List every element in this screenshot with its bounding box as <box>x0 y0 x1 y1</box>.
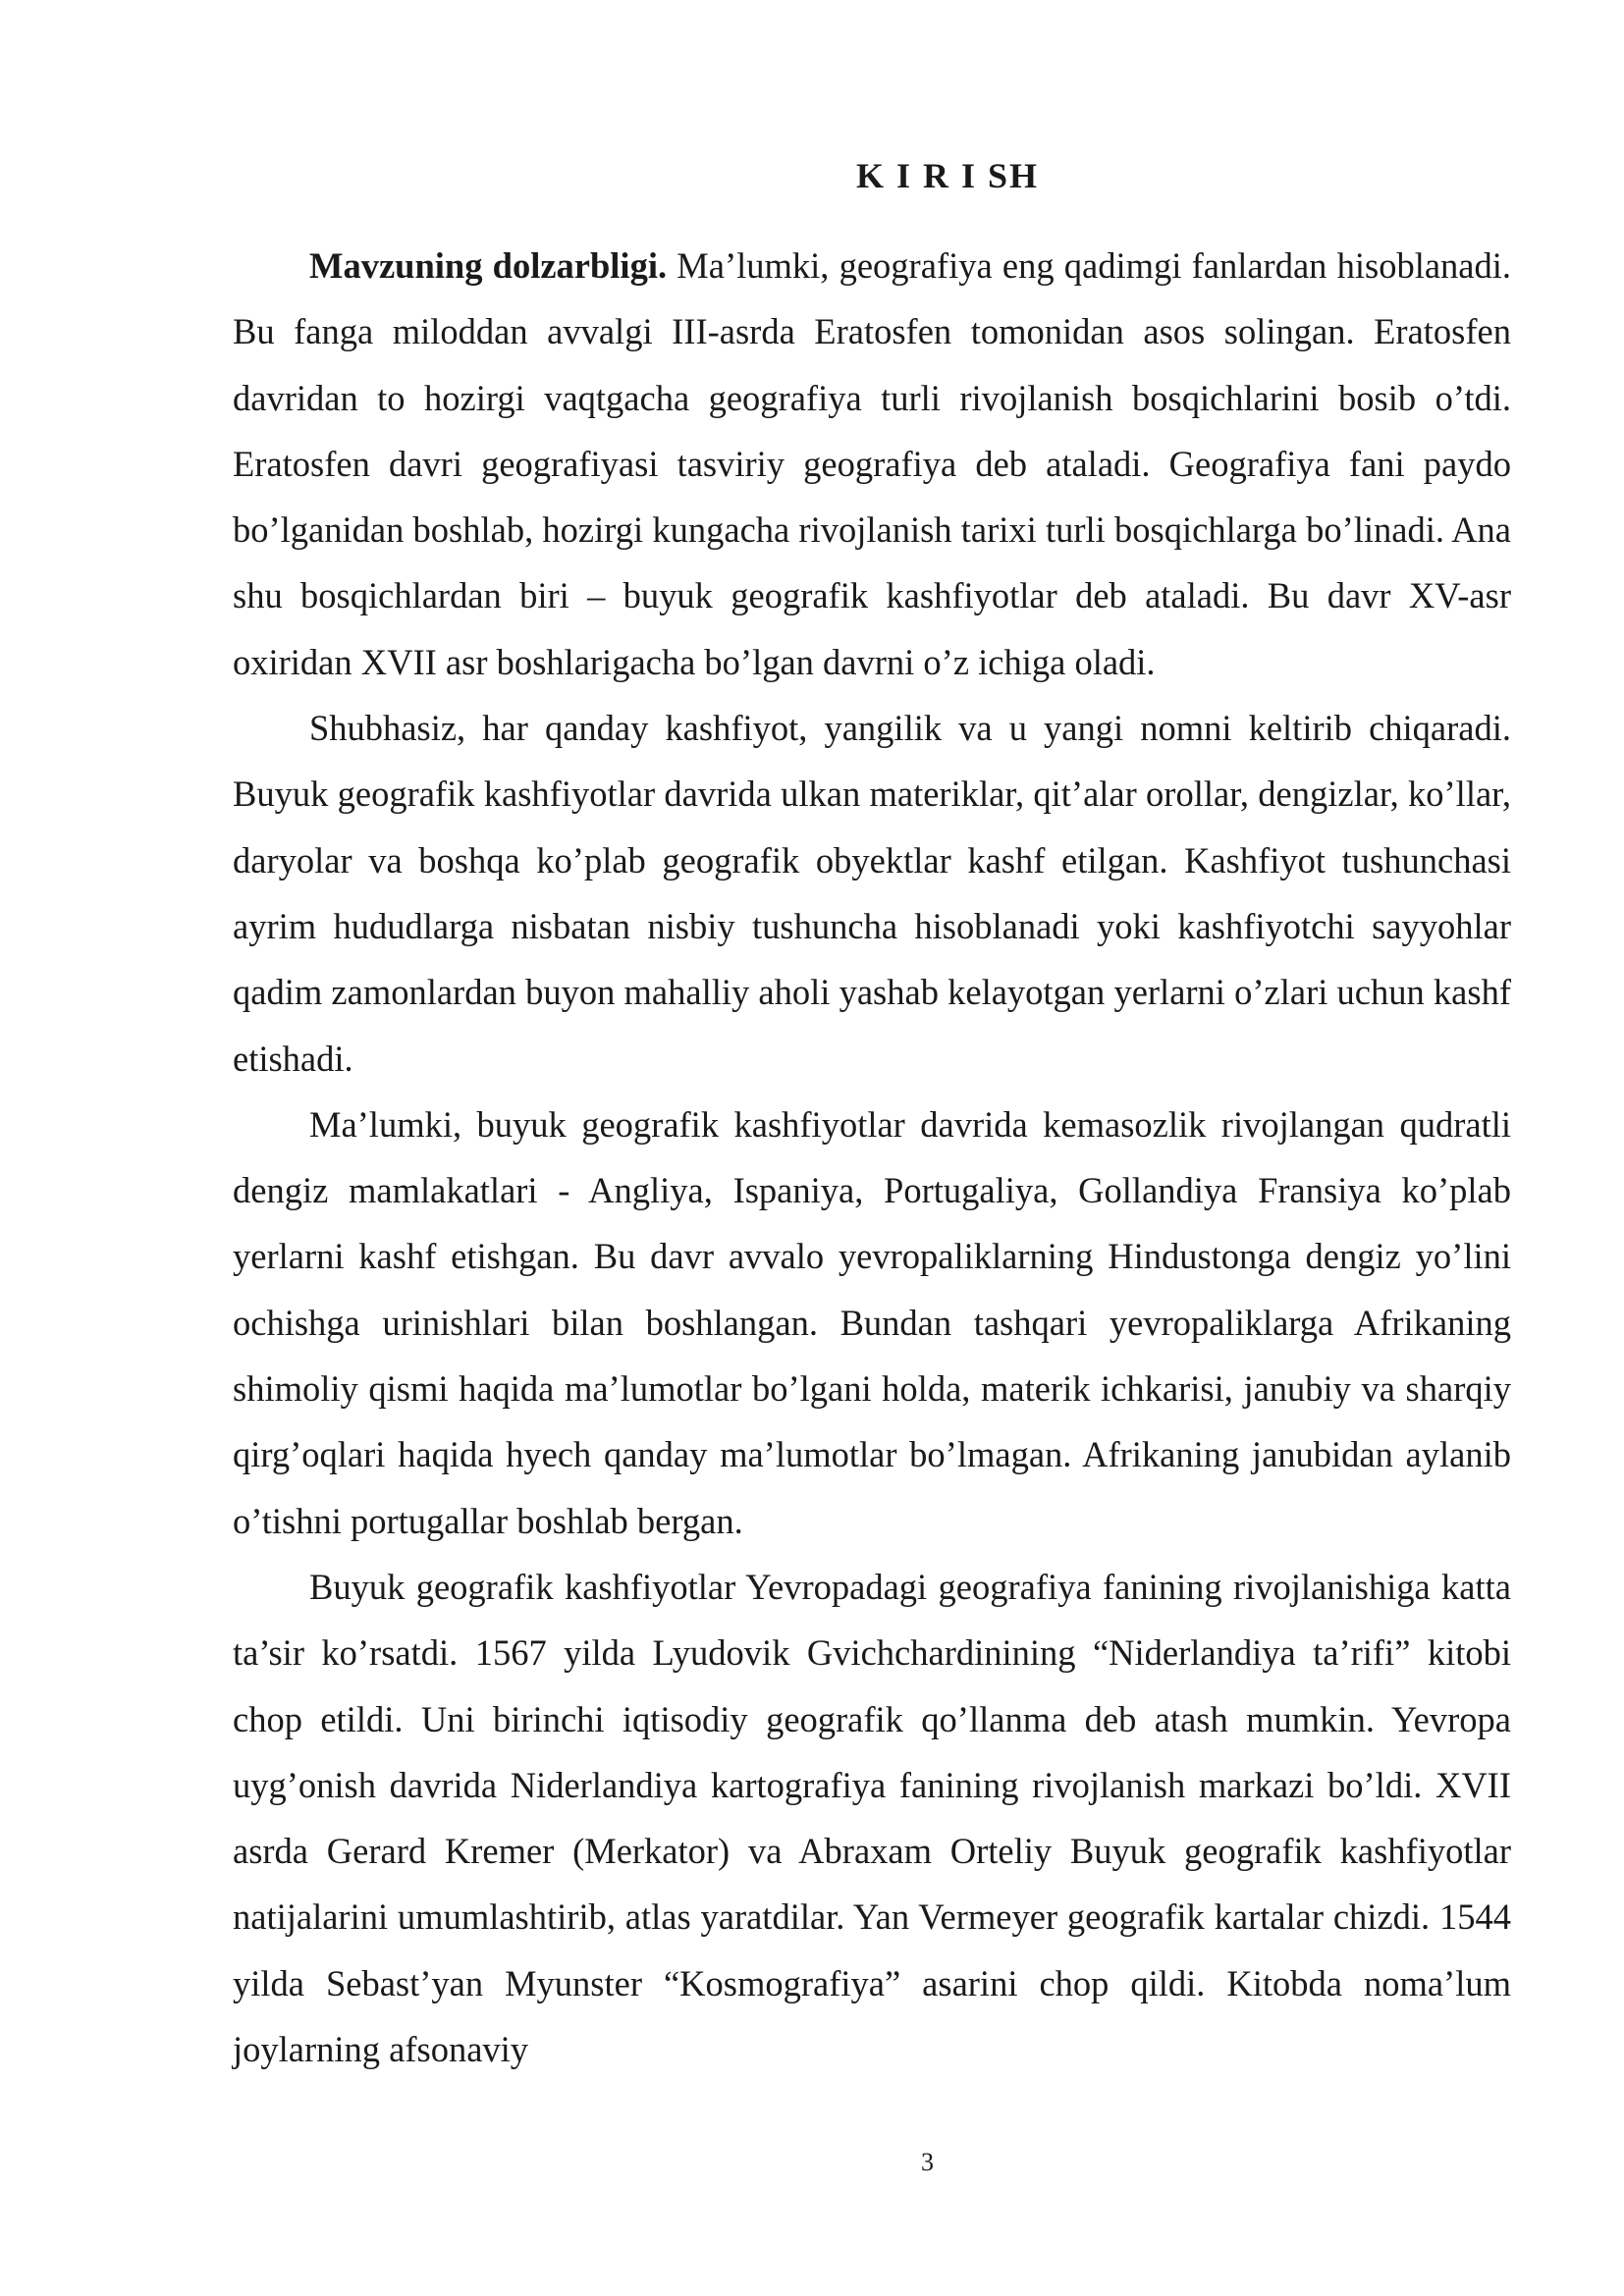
document-body <box>233 233 1511 2082</box>
page-title: K I R I SH <box>855 156 1040 195</box>
paragraph-influence: Buyuk geografik kashfiyotlar Yevropadagi geografiya fanining rivojlanishiga katta ta’sir ko’rsatdi. 1567 yilda Lyudovik Gvichchardinining “Niderlandiya ta’rifi” kitobi chop etildi. Uni birinchi iqtisodiy geografik qo’llanma deb atash mumkin. Yevropa uyg’onish davrida Niderlandiya kartografiya fanining rivojlanish markazi bo’ldi. XVII asrda Gerard Kremer (Merkator) va Abraxam Orteliy Buyuk geografik kashfiyotlar natijalarini umumlashtirib, atlas yaratdilar. Yan Vermeyer geografik kartalar chizdi. 1544 yilda Sebast’yan Myunster “Kosmografiya” asarini chop qildi. Kitobda noma’lum joylarning afsonaviy <box>233 1566 1511 2070</box>
paragraph-lead: Mavzuning dolzarbligi. <box>309 245 668 286</box>
paragraph-maritime-nations: Ma’lumki, buyuk geografik kashfiyotlar davrida kemasozlik rivojlangan qudratli dengiz mamlakatlari - Angliya, Ispaniya, Portugaliya, Gollandiya Fransiya ko’plab yerlarni kashf etishgan. Bu davr avvalo yevropaliklarning Hindustonga dengiz yo’lini ochishga urinishlari bilan boshlangan. Bundan tashqari yevropaliklarga Afrikaning shimoliy qismi haqida ma’lumotlar bo’lgani holda, materik ichkarisi, janubiy va sharqiy qirg’oqlari haqida hyech qanday ma’lumotlar bo’lmagan. Afrikaning janubidan aylanib o’tishni portugallar boshlab bergan. <box>233 1103 1511 1541</box>
paragraph-discovery: Shubhasiz, har qanday kashfiyot, yangilik va u yangi nomni keltirib chiqaradi. Buyuk geografik kashfiyotlar davrida ulkan materiklar, qit’alar orollar, dengizlar, ko’llar, daryolar va boshqa ko’plab geografik obyektlar kashf etilgan. Kashfiyot tushunchasi ayrim hududlarga nisbatan nisbiy tushuncha hisoblanadi yoki kashfiyotchi sayyohlar qadim zamonlardan buyon mahalliy aholi yashab kelayotgan yerlarni o’zlari uchun kashf etishadi. <box>233 708 1511 1079</box>
page-number: 3 <box>921 2148 934 2176</box>
paragraph-relevance <box>233 233 1511 695</box>
paragraph-text: Ma’lumki, geografiya eng qadimgi fanlardan hisoblanadi. Bu fanga miloddan avvalgi III-asrda Eratosfen tomonidan asos solingan. Eratosfen davridan to hozirgi vaqtgacha geografiya turli rivojlanish bosqichlarini bosib o’tdi. Eratosfen davri geografiyasi tasviriy geografiya deb ataladi. Geografiya fani paydo bo’lganidan boshlab, hozirgi kungacha rivojlanish tarixi turli bosqichlarga bo’linadi. Ana shu bosqichlardan biri – buyuk geografik kashfiyotlar deb ataladi. Bu davr XV-asr oxiridan XVII asr boshlarigacha bo’lgan davrni o’z ichiga oladi. <box>233 245 1511 682</box>
